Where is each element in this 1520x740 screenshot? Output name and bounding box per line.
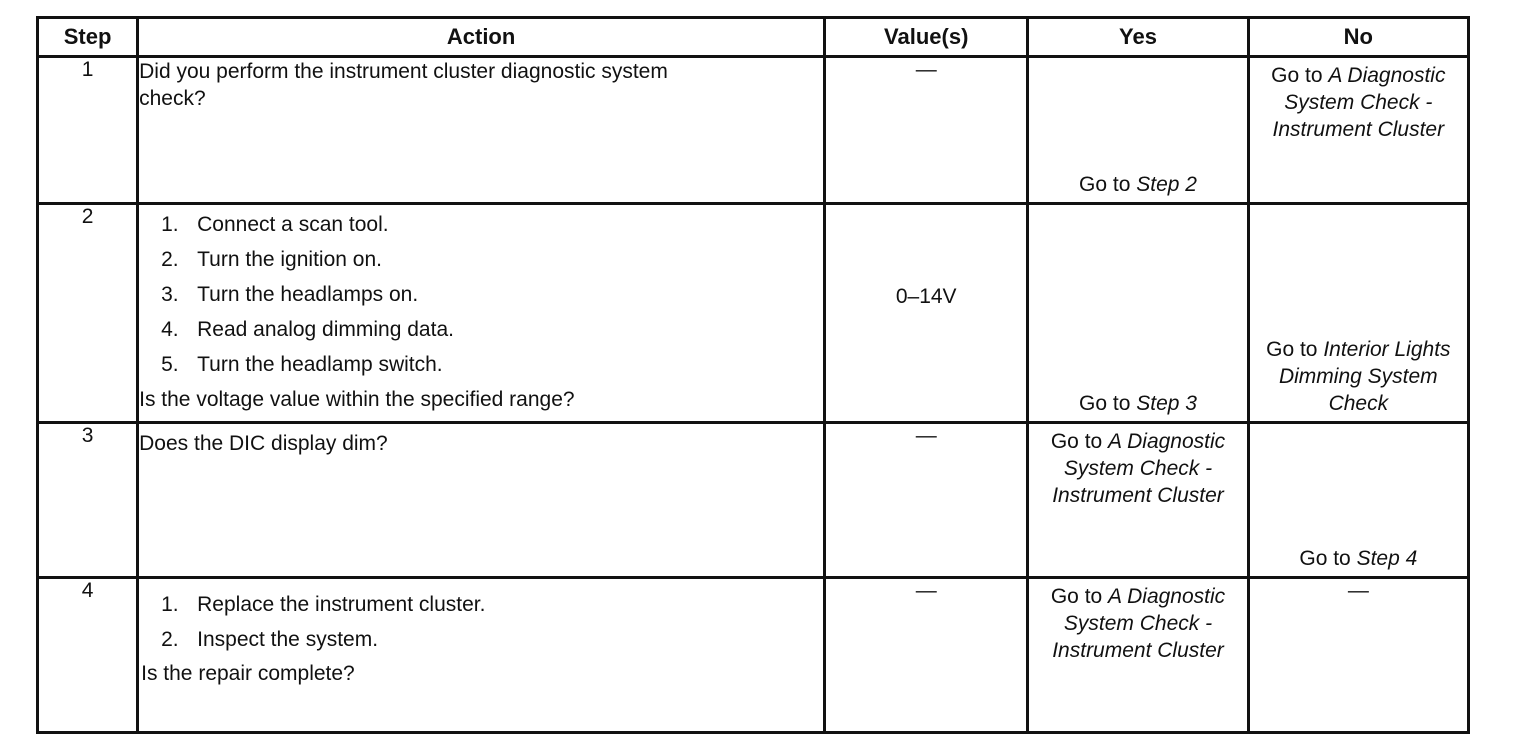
no-goto[interactable] bbox=[1250, 545, 1467, 572]
table-row bbox=[38, 423, 1469, 578]
table-row bbox=[38, 204, 1469, 423]
goto-target: Step 4 bbox=[1356, 547, 1418, 570]
item-number: 1. bbox=[161, 213, 179, 236]
list-item bbox=[139, 277, 823, 312]
item-number: 3. bbox=[161, 283, 179, 306]
no-cell bbox=[1248, 57, 1468, 204]
list-item bbox=[139, 242, 823, 277]
no-cell bbox=[1248, 204, 1468, 423]
item-text: Turn the headlamps on. bbox=[197, 283, 419, 306]
action-steps-list bbox=[139, 587, 823, 657]
value-cell: — bbox=[825, 423, 1028, 578]
action-question: Is the voltage value within the specified range? bbox=[139, 388, 575, 411]
goto-target: Step 3 bbox=[1136, 392, 1197, 415]
table-row bbox=[38, 578, 1469, 733]
item-number: 4. bbox=[161, 318, 179, 341]
table-row bbox=[38, 57, 1469, 204]
action-steps-list bbox=[139, 207, 823, 382]
goto-prefix: Go to bbox=[1266, 338, 1324, 361]
no-cell bbox=[1248, 423, 1468, 578]
item-text: Replace the instrument cluster. bbox=[197, 593, 486, 616]
diagnostic-table bbox=[36, 16, 1470, 734]
action-cell bbox=[138, 57, 825, 204]
list-item bbox=[139, 207, 823, 242]
value-cell: — bbox=[825, 57, 1028, 204]
item-text: Turn the ignition on. bbox=[197, 248, 382, 271]
header-no: No bbox=[1248, 18, 1468, 57]
yes-cell bbox=[1028, 578, 1248, 733]
header-yes: Yes bbox=[1028, 18, 1248, 57]
goto-target: A Diagnostic System Check - Instrument Cluster bbox=[1052, 430, 1226, 507]
item-number: 2. bbox=[161, 248, 179, 271]
no-goto[interactable] bbox=[1250, 336, 1467, 417]
yes-cell bbox=[1028, 57, 1248, 204]
no-cell: — bbox=[1248, 578, 1468, 733]
action-text: Did you perform the instrument cluster diagnostic system check? bbox=[139, 60, 668, 110]
goto-target: A Diagnostic System Check - Instrument Cluster bbox=[1272, 64, 1446, 141]
header-action: Action bbox=[138, 18, 825, 57]
step-number: 1 bbox=[38, 57, 138, 204]
yes-cell bbox=[1028, 423, 1248, 578]
item-text: Connect a scan tool. bbox=[197, 213, 389, 236]
step-number: 4 bbox=[38, 578, 138, 733]
header-step: Step bbox=[38, 18, 138, 57]
yes-goto[interactable] bbox=[1029, 390, 1246, 417]
action-cell bbox=[138, 204, 825, 423]
list-item bbox=[139, 312, 823, 347]
action-question: Is the repair complete? bbox=[141, 662, 355, 685]
value-cell: — bbox=[825, 578, 1028, 733]
item-number: 2. bbox=[161, 628, 179, 651]
item-number: 5. bbox=[161, 353, 179, 376]
yes-goto[interactable] bbox=[1029, 424, 1246, 509]
item-number: 1. bbox=[161, 593, 179, 616]
goto-prefix: Go to bbox=[1299, 547, 1357, 570]
step-number: 3 bbox=[38, 423, 138, 578]
goto-prefix: Go to bbox=[1050, 430, 1109, 453]
action-cell bbox=[138, 578, 825, 733]
goto-prefix: Go to bbox=[1079, 173, 1137, 196]
list-item bbox=[139, 622, 823, 657]
item-text: Read analog dimming data. bbox=[197, 318, 454, 341]
list-item bbox=[139, 587, 823, 622]
action-text: Does the DIC display dim? bbox=[139, 432, 388, 455]
goto-target: Interior Lights Dimming System Check bbox=[1278, 338, 1451, 415]
value-text: 0–14V bbox=[895, 285, 957, 308]
goto-target: A Diagnostic System Check - Instrument Cluster bbox=[1052, 585, 1226, 662]
goto-prefix: Go to bbox=[1271, 64, 1329, 87]
list-item bbox=[139, 347, 823, 382]
action-cell bbox=[138, 423, 825, 578]
yes-cell bbox=[1028, 204, 1248, 423]
yes-goto[interactable] bbox=[1029, 171, 1246, 198]
goto-prefix: Go to bbox=[1050, 585, 1109, 608]
no-goto[interactable] bbox=[1250, 58, 1467, 143]
header-values: Value(s) bbox=[825, 18, 1028, 57]
item-text: Inspect the system. bbox=[197, 628, 379, 651]
header-row bbox=[38, 18, 1469, 57]
goto-target: Step 2 bbox=[1136, 173, 1197, 196]
goto-prefix: Go to bbox=[1079, 392, 1137, 415]
step-number: 2 bbox=[38, 204, 138, 423]
item-text: Turn the headlamp switch. bbox=[197, 353, 443, 376]
value-cell bbox=[825, 204, 1028, 423]
yes-goto[interactable] bbox=[1029, 579, 1246, 664]
